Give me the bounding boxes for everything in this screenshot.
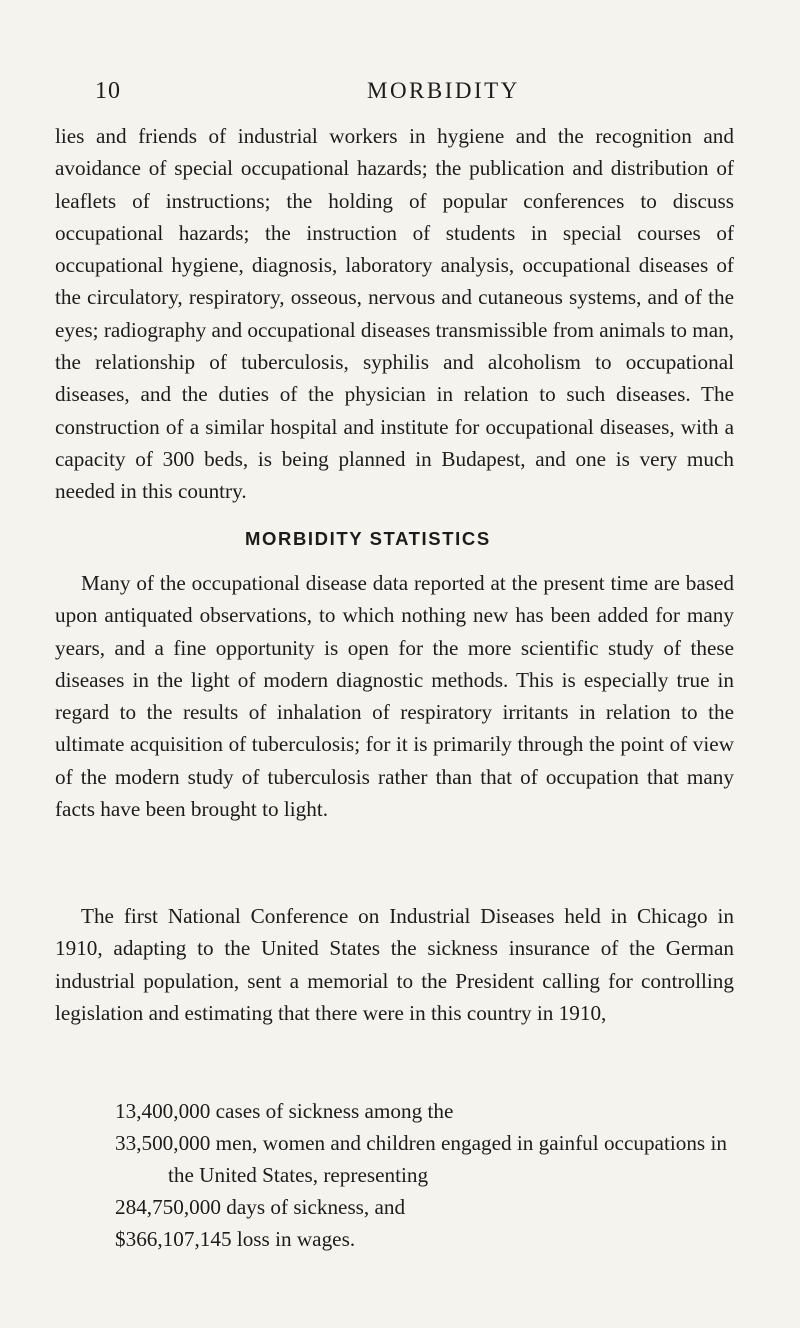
statistics-list [115, 1095, 735, 1255]
page-number: 10 [95, 78, 121, 104]
page-header [95, 78, 735, 110]
body-paragraph: The first National Conference on Industrial Diseases held in Chicago in 1910, adapting to the United States the sickness insurance of the German industrial population, sent a memorial to the President calling for controlling legislation and estimating that there were in this country in 1910, [55, 904, 734, 1025]
section-heading: MORBIDITY STATISTICS [245, 528, 491, 549]
statistic-item: 284,750,000 days of sickness, and [115, 1195, 406, 1219]
running-title: MORBIDITY [367, 78, 520, 103]
continued-paragraph: lies and friends of industrial workers in hygiene and the recognition and avoidance of special occupational hazards; the publication and distribution of leaflets of instructions; the holding of popular conferences to discuss occupational hazards; the instruction of students in special courses of occupational hygiene, diagnosis, laboratory analysis, occupational diseases of the circulatory, respiratory, osseous, nervous and cutaneous systems, and of the eyes; radiography and occupational diseases transmissible from animals to man, the relationship of tuberculosis, syphilis and alcoholism to occupational diseases, and the duties of the physician in relation to such diseases. The construction of a similar hospital and institute for occupational diseases, with a capacity of 300 beds, is being planned in Budapest, and one is very much needed in this country. [55, 124, 734, 504]
statistic-item: $366,107,145 loss in wages. [115, 1227, 356, 1251]
body-paragraph: Many of the occupational disease data reported at the present time are based upon antiquated observations, to which nothing new has been added for many years, and a fine opportunity is open for the more scientific study of these diseases in the light of modern diagnostic methods. This is especially true in regard to the results of inhalation of respiratory irritants in relation to the ultimate acquisition of tuberculosis; for it is primarily through the point of view of the modern study of tuberculosis rather than that of occupation that many facts have been brought to light. [55, 571, 734, 822]
statistic-item: 13,400,000 cases of sickness among the [115, 1099, 454, 1123]
statistic-item: 33,500,000 men, women and children engaged in gainful occupations in the United States, representing [115, 1131, 727, 1187]
